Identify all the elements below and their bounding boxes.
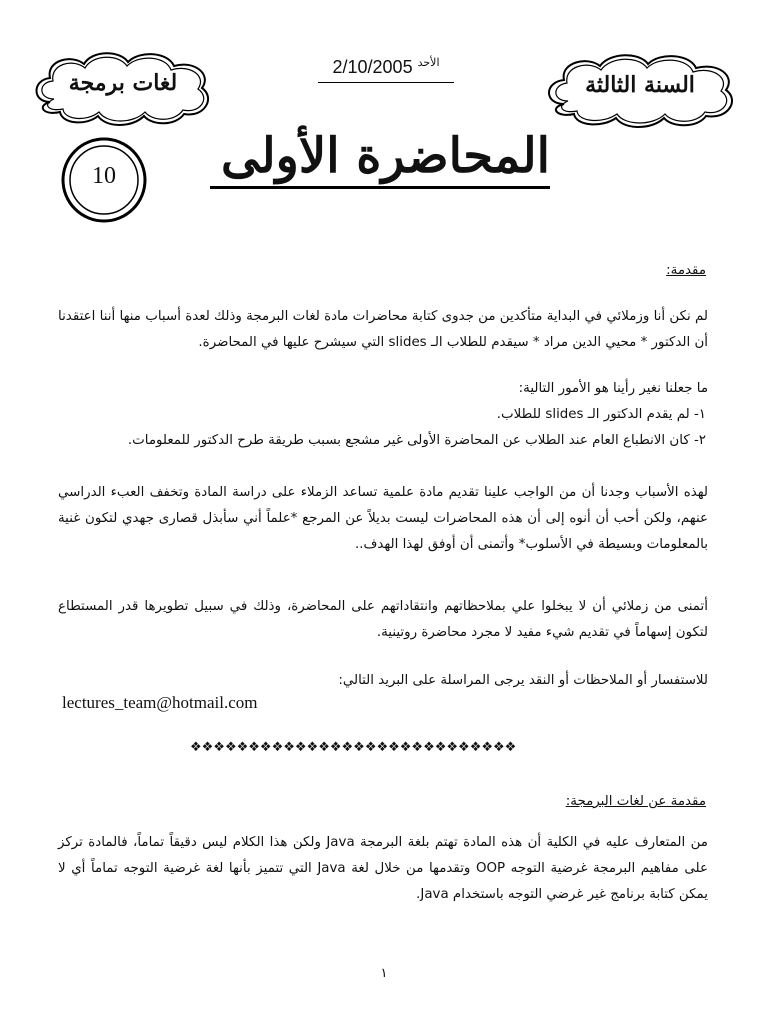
section2-paragraph: من المتعارف عليه في الكلية أن هذه المادة تهتم بلغة البرمجة Java ولكن هذا الكلام ليس دقيقاً تماماً، فالمادة تركز على مفاهيم البرمجة غرضية التوجه OOP وتقدمها من خلال لغة Java التي تتميز بأنها لغة غرضية التوجه تماماً أي لا يمكن كتابة برنامج غير غرضي التوجه باستخدام Java. [58,835,708,902]
intro-paragraph: لم نكن أنا وزملائي في البداية متأكدين من جدوى كتابة محاضرات مادة لغات البرمجة وذلك لعدة أسباب منها أننا اعتقدنا أن الدكتور * محيي الدين مراد * سيقدم للطلاب الـ slides التي سيشرح عليها في المحاضرة. [58,309,708,350]
year-cloud-badge [540,48,740,128]
lecture-number-badge [60,136,148,224]
lecture-date [318,56,454,83]
contact-email[interactable]: lectures_team@hotmail.com [62,693,258,712]
badge-number: 10 [92,163,116,189]
reasons-intro: ما جعلنا نغير رأينا هو الأمور التالية: [518,381,708,396]
reason-item-1: ١- لم يقدم الدكتور الـ slides للطلاب. [496,407,706,422]
lecture-day: الأحد [417,57,440,69]
intro-heading: مقدمة: [666,263,706,278]
course-cloud-badge [28,44,218,128]
section-divider: ❖❖❖❖❖❖❖❖❖❖❖❖❖❖❖❖❖❖❖❖❖❖❖❖❖❖❖❖ [190,740,517,755]
page-title: المحاضرة الأولى [221,128,550,184]
academic-year: السنة الثالثة [585,72,695,98]
date-value: 2/10/2005 [332,57,413,77]
motivation-paragraph: لهذه الأسباب وجدنا أن من الواجب علينا تقديم مادة علمية تساعد الزملاء على دراسة المادة وتخفف العبء الدراسي عنهم، ولكن أحب أن أنوه إلى أن هذه المحاضرات ليست بديلاً عن المرجع *علماً أني سأبذل قصارى جهدي لتكون غنية بالمعلومات وبسيطة في الأسلوب* وأتمنى أن أوفق لهذا الهدف.. [58,485,708,552]
reason-item-2: ٢- كان الانطباع العام عند الطلاب عن المحاضرة الأولى غير مشجع بسبب طريقة طرح الدكتور للمعلومات. [127,433,706,448]
course-name: لغات برمجة [68,70,178,96]
section2-heading: مقدمة عن لغات البرمجة: [565,794,706,809]
contact-line: للاستفسار أو الملاحظات أو النقد يرجى المراسلة على البريد التالي: [338,673,708,688]
feedback-paragraph: أتمنى من زملائي أن لا يبخلوا علي بملاحظاتهم وانتقاداتهم على المحاضرة، وذلك في سبيل تطويرها قدر المستطاع لتكون إسهاماً في تقديم شيء مفيد لا مجرد محاضرة روتينية. [58,599,708,640]
title-underline [210,186,550,189]
page-number: ١ [380,966,388,981]
